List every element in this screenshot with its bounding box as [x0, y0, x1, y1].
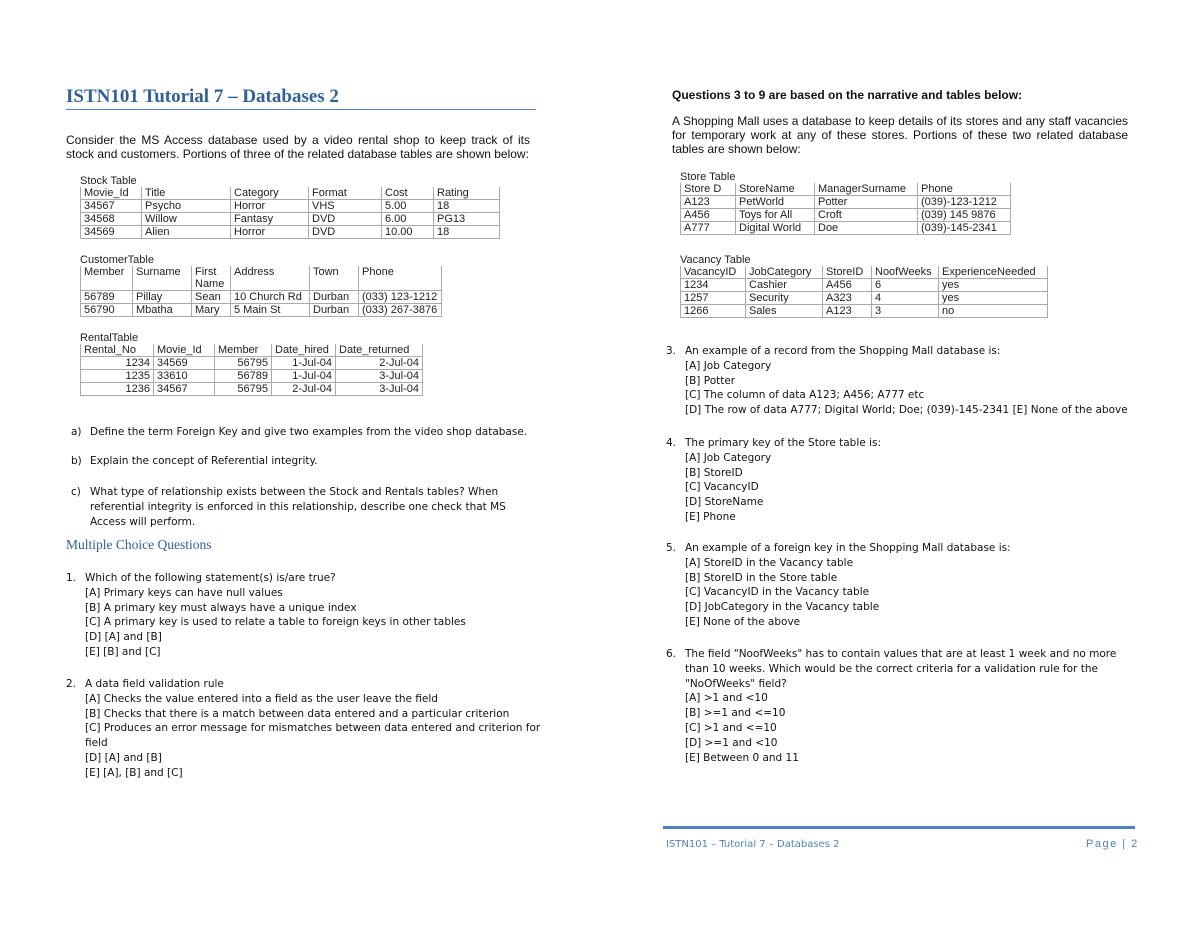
- table-header: JobCategory: [746, 266, 823, 279]
- table-row: [681, 196, 1011, 209]
- option-d: [D] JobCategory in the Vacancy table: [685, 601, 880, 614]
- option-a: [A] Checks the value entered into a field as the user leave the field: [85, 692, 438, 705]
- table-header: Member: [81, 266, 133, 291]
- table-cell: Toys for All: [736, 209, 815, 222]
- table-header: Movie_Id: [81, 187, 142, 200]
- table-cell: (033) 267-3876: [359, 304, 442, 317]
- table-cell: 56789: [81, 291, 133, 304]
- table-cell: (039)-123-1212: [918, 196, 1011, 209]
- table-row: [681, 292, 1048, 305]
- table-cell: 2-Jul-04: [336, 357, 423, 370]
- question-text: A data field validation rule: [85, 678, 224, 690]
- question-text: An example of a foreign key in the Shopping Mall database is:: [685, 542, 1011, 554]
- table-cell: Digital World: [736, 222, 815, 235]
- option-c: [C] Produces an error message for mismatches between data entered and criterion for field: [85, 722, 541, 750]
- intro-paragraph: Consider the MS Access database used by a video rental shop to keep track of its stock and customers. Portions of three of the related database tables are shown below:: [66, 133, 530, 161]
- table-cell: 3: [872, 305, 939, 318]
- table-row: [681, 209, 1011, 222]
- table-cell: 1235: [81, 370, 154, 383]
- table-cell: 5.00: [382, 200, 434, 213]
- stock-table-caption: Stock Table: [80, 175, 137, 187]
- mcq-heading: Multiple Choice Questions: [66, 537, 212, 552]
- customer-table-caption: CustomerTable: [80, 254, 154, 266]
- table-cell: 1-Jul-04: [272, 370, 336, 383]
- table-header: Category: [231, 187, 309, 200]
- question-5: [666, 541, 1136, 630]
- question-text: Explain the concept of Referential integrity.: [90, 455, 318, 467]
- stock-table-block: [80, 175, 500, 239]
- table-cell: 34567: [81, 200, 142, 213]
- table-header: Date_returned: [336, 344, 423, 357]
- table-header: Date_hired: [272, 344, 336, 357]
- table-row: [681, 305, 1048, 318]
- table-cell: Potter: [815, 196, 918, 209]
- table-header: Phone: [359, 266, 442, 291]
- option-d: [D] >=1 and <10: [685, 736, 778, 749]
- option-b: [B] A primary key must always have a unique index: [85, 601, 357, 614]
- table-cell: A777: [681, 222, 736, 235]
- rental-table-block: [80, 332, 423, 396]
- table-header: NoofWeeks: [872, 266, 939, 279]
- table-cell: 34569: [154, 357, 215, 370]
- question-text: Which of the following statement(s) is/are true?: [85, 572, 336, 584]
- table-header: Title: [142, 187, 231, 200]
- table-cell: 56790: [81, 304, 133, 317]
- question-label: b): [71, 455, 82, 467]
- question-text: The primary key of the Store table is:: [685, 437, 881, 449]
- footer-page-number: Page | 2: [1086, 838, 1139, 850]
- option-d: [D] StoreName: [685, 496, 764, 509]
- table-cell: PG13: [434, 213, 500, 226]
- customer-table: [80, 266, 442, 317]
- table-cell: Cashier: [746, 279, 823, 292]
- option-c: [C] >1 and <=10: [685, 721, 777, 734]
- table-cell: Mary: [192, 304, 231, 317]
- title-rule: [66, 109, 536, 110]
- question-label: a): [71, 426, 82, 438]
- right-heading: Questions 3 to 9 are based on the narrative and tables below:: [672, 88, 1023, 102]
- table-cell: yes: [939, 279, 1048, 292]
- store-table: [680, 183, 1011, 235]
- table-cell: A323: [823, 292, 872, 305]
- table-cell: 33610: [154, 370, 215, 383]
- table-header: Rental_No: [81, 344, 154, 357]
- rental-table: [80, 344, 423, 396]
- table-cell: (039) 145 9876: [918, 209, 1011, 222]
- table-header: StoreID: [823, 266, 872, 279]
- table-cell: Psycho: [142, 200, 231, 213]
- question-1: [66, 571, 546, 660]
- question-4: [666, 436, 1136, 525]
- question-number: 2.: [66, 678, 77, 690]
- table-row: [81, 226, 500, 239]
- question-a: [71, 425, 541, 440]
- table-cell: 1234: [681, 279, 746, 292]
- table-cell: VHS: [309, 200, 382, 213]
- table-cell: yes: [939, 292, 1048, 305]
- footer-document-title: ISTN101 – Tutorial 7 – Databases 2: [666, 839, 840, 850]
- table-cell: 34568: [81, 213, 142, 226]
- table-row: [81, 291, 442, 304]
- table-header: StoreName: [736, 183, 815, 196]
- table-cell: 3-Jul-04: [336, 370, 423, 383]
- question-label: c): [71, 486, 81, 498]
- table-cell: Durban: [310, 291, 359, 304]
- question-b: [71, 454, 541, 469]
- table-cell: 10.00: [382, 226, 434, 239]
- table-row: [81, 213, 500, 226]
- table-header: ExperienceNeeded: [939, 266, 1048, 279]
- table-header: Town: [310, 266, 359, 291]
- table-cell: Willow: [142, 213, 231, 226]
- vacancy-table-block: [680, 254, 1048, 318]
- table-cell: Alien: [142, 226, 231, 239]
- option-c: [C] A primary key is used to relate a table to foreign keys in other tables: [85, 616, 466, 629]
- table-cell: (033) 123-1212: [359, 291, 442, 304]
- option-a: [A] >1 and <10: [685, 692, 768, 705]
- option-d: [D] [A] and [B]: [85, 751, 162, 764]
- question-number: 4.: [666, 437, 677, 449]
- table-header: Movie_Id: [154, 344, 215, 357]
- question-number: 1.: [66, 572, 77, 584]
- table-cell: A123: [681, 196, 736, 209]
- question-number: 5.: [666, 542, 677, 554]
- vacancy-table: [680, 266, 1048, 318]
- table-cell: Horror: [231, 200, 309, 213]
- question-text: An example of a record from the Shopping Mall database is:: [685, 345, 1001, 357]
- table-cell: Sales: [746, 305, 823, 318]
- question-text: Define the term Foreign Key and give two examples from the video shop database.: [90, 426, 528, 438]
- table-header: Store D: [681, 183, 736, 196]
- table-header: First Name: [192, 266, 231, 291]
- store-table-caption: Store Table: [680, 171, 736, 183]
- option-c: [C] The column of data A123; A456; A777 etc: [685, 389, 925, 402]
- table-header: Address: [231, 266, 310, 291]
- table-header: Cost: [382, 187, 434, 200]
- question-c: [71, 485, 541, 529]
- question-6: [666, 647, 1136, 765]
- narrative-paragraph: A Shopping Mall uses a database to keep details of its stores and any staff vacancies for temporary work at any of these stores. Portions of these two related database tables are shown below:: [672, 114, 1128, 156]
- table-cell: (039)-145-2341: [918, 222, 1011, 235]
- option-e: [E] [B] and [C]: [85, 645, 161, 658]
- table-cell: Croft: [815, 209, 918, 222]
- table-cell: A456: [823, 279, 872, 292]
- table-cell: 18: [434, 200, 500, 213]
- option-b: [B] Potter: [685, 374, 736, 387]
- table-cell: 18: [434, 226, 500, 239]
- option-a: [A] StoreID in the Vacancy table: [685, 556, 854, 569]
- table-cell: PetWorld: [736, 196, 815, 209]
- rental-table-caption: RentalTable: [80, 332, 139, 344]
- option-b: [B] >=1 and <=10: [685, 707, 786, 720]
- table-cell: no: [939, 305, 1048, 318]
- table-cell: DVD: [309, 213, 382, 226]
- table-row: [681, 279, 1048, 292]
- question-number: 6.: [666, 648, 677, 660]
- table-cell: Security: [746, 292, 823, 305]
- table-cell: 4: [872, 292, 939, 305]
- table-row: [81, 200, 500, 213]
- option-d: [D] The row of data A777; Digital World; Doe; (039)-145-2341 [E] None of the above: [685, 404, 1128, 417]
- table-row: [81, 383, 423, 396]
- table-cell: 56789: [215, 370, 272, 383]
- table-cell: 34569: [81, 226, 142, 239]
- page-title: ISTN101 Tutorial 7 – Databases 2: [66, 86, 339, 107]
- table-cell: 10 Church Rd: [231, 291, 310, 304]
- table-cell: Mbatha: [133, 304, 192, 317]
- option-b: [B] StoreID in the Store table: [685, 571, 838, 584]
- table-cell: Fantasy: [231, 213, 309, 226]
- stock-table: [80, 187, 500, 239]
- question-text: What type of relationship exists between the Stock and Rentals tables? When referential integrity is enforced in this relationship, describe one check that MS Access will perform.: [90, 486, 506, 528]
- question-2: [66, 677, 556, 781]
- table-header: VacancyID: [681, 266, 746, 279]
- table-header: Surname: [133, 266, 192, 291]
- table-cell: A456: [681, 209, 736, 222]
- customer-table-block: [80, 254, 442, 317]
- option-c: [C] VacancyID: [685, 481, 759, 494]
- table-cell: Doe: [815, 222, 918, 235]
- table-cell: Pillay: [133, 291, 192, 304]
- table-header: Rating: [434, 187, 500, 200]
- store-table-block: [680, 171, 1011, 235]
- option-b: [B] StoreID: [685, 466, 743, 479]
- option-c: [C] VacancyID in the Vacancy table: [685, 586, 870, 599]
- table-cell: 34567: [154, 383, 215, 396]
- table-cell: 5 Main St: [231, 304, 310, 317]
- option-e: [E] None of the above: [685, 615, 801, 628]
- table-cell: 2-Jul-04: [272, 383, 336, 396]
- table-cell: Horror: [231, 226, 309, 239]
- table-row: [81, 357, 423, 370]
- question-text: The field "NoofWeeks" has to contain values that are at least 1 week and no more than 10 weeks. Which would be the correct criteria for a validation rule for the "NoOfWeeks" field?: [685, 648, 1117, 690]
- vacancy-table-caption: Vacancy Table: [680, 254, 751, 266]
- table-cell: 6: [872, 279, 939, 292]
- table-row: [681, 222, 1011, 235]
- table-cell: A123: [823, 305, 872, 318]
- footer-rule: [663, 826, 1135, 829]
- table-cell: 1257: [681, 292, 746, 305]
- table-row: [81, 370, 423, 383]
- table-cell: 1234: [81, 357, 154, 370]
- table-header: Format: [309, 187, 382, 200]
- option-b: [B] Checks that there is a match between data entered and a particular criterion: [85, 707, 510, 720]
- table-cell: 1266: [681, 305, 746, 318]
- option-e: [E] [A], [B] and [C]: [85, 766, 183, 779]
- table-cell: 1-Jul-04: [272, 357, 336, 370]
- option-e: [E] Phone: [685, 510, 736, 523]
- table-header: ManagerSurname: [815, 183, 918, 196]
- option-a: [A] Job Category: [685, 451, 772, 464]
- table-cell: Sean: [192, 291, 231, 304]
- table-cell: 6.00: [382, 213, 434, 226]
- option-d: [D] [A] and [B]: [85, 631, 162, 644]
- table-header: Member: [215, 344, 272, 357]
- table-cell: 3-Jul-04: [336, 383, 423, 396]
- question-number: 3.: [666, 345, 677, 357]
- question-3: [666, 344, 1136, 418]
- table-cell: 56795: [215, 383, 272, 396]
- table-row: [81, 304, 442, 317]
- table-cell: DVD: [309, 226, 382, 239]
- table-header: Phone: [918, 183, 1011, 196]
- table-cell: 56795: [215, 357, 272, 370]
- table-cell: 1236: [81, 383, 154, 396]
- option-a: [A] Primary keys can have null values: [85, 586, 283, 599]
- table-cell: Durban: [310, 304, 359, 317]
- option-e: [E] Between 0 and 11: [685, 751, 799, 764]
- option-a: [A] Job Category: [685, 359, 772, 372]
